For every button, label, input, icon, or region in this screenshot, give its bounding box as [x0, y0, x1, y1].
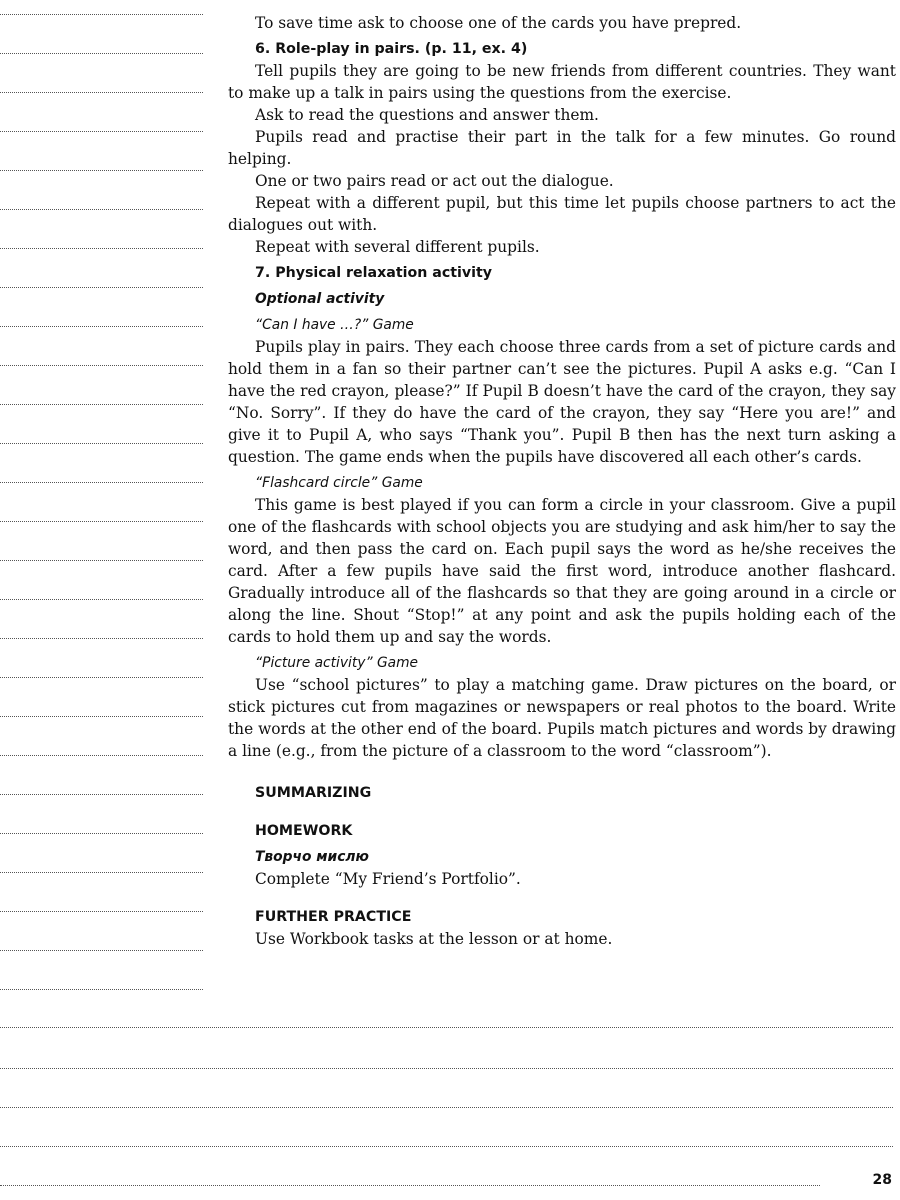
- note-line: [0, 482, 203, 483]
- note-line: [0, 131, 203, 132]
- note-line: [0, 248, 203, 249]
- summarizing-heading: SUMMARIZING: [255, 785, 372, 801]
- bottom-note-line: [0, 1107, 893, 1108]
- bottom-note-line: [0, 1185, 820, 1186]
- further-practice-text: Use Workbook tasks at the lesson or at home.: [255, 930, 613, 948]
- note-line: [0, 716, 203, 717]
- note-line: [0, 209, 203, 210]
- section-6-heading: 6. Role-play in pairs. (p. 11, ex. 4): [255, 41, 528, 57]
- paragraph: Repeat with a different pupil, but this time let pupils choose partners to act the dialogues out with.: [228, 194, 896, 234]
- note-line: [0, 53, 203, 54]
- paragraph: Pupils read and practise their part in the talk for a few minutes. Go round helping.: [228, 128, 896, 168]
- note-line: [0, 677, 203, 678]
- note-line: [0, 287, 203, 288]
- paragraph: Tell pupils they are going to be new friends from different countries. They want to make up a talk in pairs using the questions from the exercise.: [228, 62, 896, 102]
- note-line: [0, 404, 203, 405]
- bottom-note-line: [0, 1068, 893, 1069]
- homework-text: Complete “My Friend’s Portfolio”.: [255, 870, 521, 888]
- note-line: [0, 833, 203, 834]
- note-line: [0, 326, 203, 327]
- note-line: [0, 794, 203, 795]
- lesson-content: [228, 12, 896, 950]
- note-line: [0, 365, 203, 366]
- homework-subheading: Творчо мислю: [255, 849, 369, 865]
- note-line: [0, 599, 203, 600]
- paragraph: Repeat with several different pupils.: [255, 238, 540, 256]
- bottom-note-line: [0, 1027, 893, 1028]
- note-line: [0, 872, 203, 873]
- page-number: 28: [872, 1172, 892, 1188]
- game-description: Pupils play in pairs. They each choose three cards from a set of picture cards and hold them in a fan so their partner can’t see the pictures. Pupil A asks e.g. “Can I have the red crayon, please?” If Pupil B doesn’t have the card of the crayon, they say “No. Sorry”. If they do have the card of the crayon, they say “Here you are!” and give it to Pupil A, who says “Thank you”. Pupil B then has the next turn asking a question. The game ends when the pupils have discovered all each other’s cards.: [228, 338, 896, 466]
- optional-activity-label: Optional activity: [255, 291, 385, 307]
- game-description: This game is best played if you can form a circle in your classroom. Give a pupil one of the flashcards with school objects you are studying and ask him/her to say the word, and then pass the card on. Each pupil says the word as he/she receives the card. After a few pupils have said the first word, introduce another flashcard. Gradually introduce all of the flashcards so that they are going around in a circle or along the line. Shout “Stop!” at any point and ask the pupils holding each of the cards to hold them up and say the words.: [228, 496, 896, 646]
- note-line: [0, 950, 203, 951]
- homework-heading: HOMEWORK: [255, 823, 353, 839]
- note-line: [0, 560, 203, 561]
- note-line: [0, 170, 203, 171]
- game-title: “Can I have …?” Game: [255, 317, 414, 333]
- paragraph: One or two pairs read or act out the dialogue.: [255, 172, 614, 190]
- game-description: Use “school pictures” to play a matching game. Draw pictures on the board, or stick pictures cut from magazines or newspapers or real photos to the board. Write the words at the other end of the board. Pupils match pictures and words by drawing a line (e.g., from the picture of a classroom to the word “classroom”).: [228, 676, 896, 760]
- note-line: [0, 911, 203, 912]
- note-line: [0, 92, 203, 93]
- game-title: “Flashcard circle” Game: [255, 475, 423, 491]
- note-line: [0, 989, 203, 990]
- further-practice-heading: FURTHER PRACTICE: [255, 909, 412, 925]
- note-line: [0, 443, 203, 444]
- paragraph: Ask to read the questions and answer them.: [255, 106, 599, 124]
- intro-paragraph: To save time ask to choose one of the cards you have prepred.: [255, 14, 742, 32]
- note-line: [0, 14, 203, 15]
- note-line: [0, 521, 203, 522]
- bottom-note-line: [0, 1146, 893, 1147]
- game-title: “Picture activity” Game: [255, 655, 419, 671]
- section-7-heading: 7. Physical relaxation activity: [255, 265, 493, 281]
- margin-note-lines: [0, 0, 205, 1200]
- note-line: [0, 638, 203, 639]
- note-line: [0, 755, 203, 756]
